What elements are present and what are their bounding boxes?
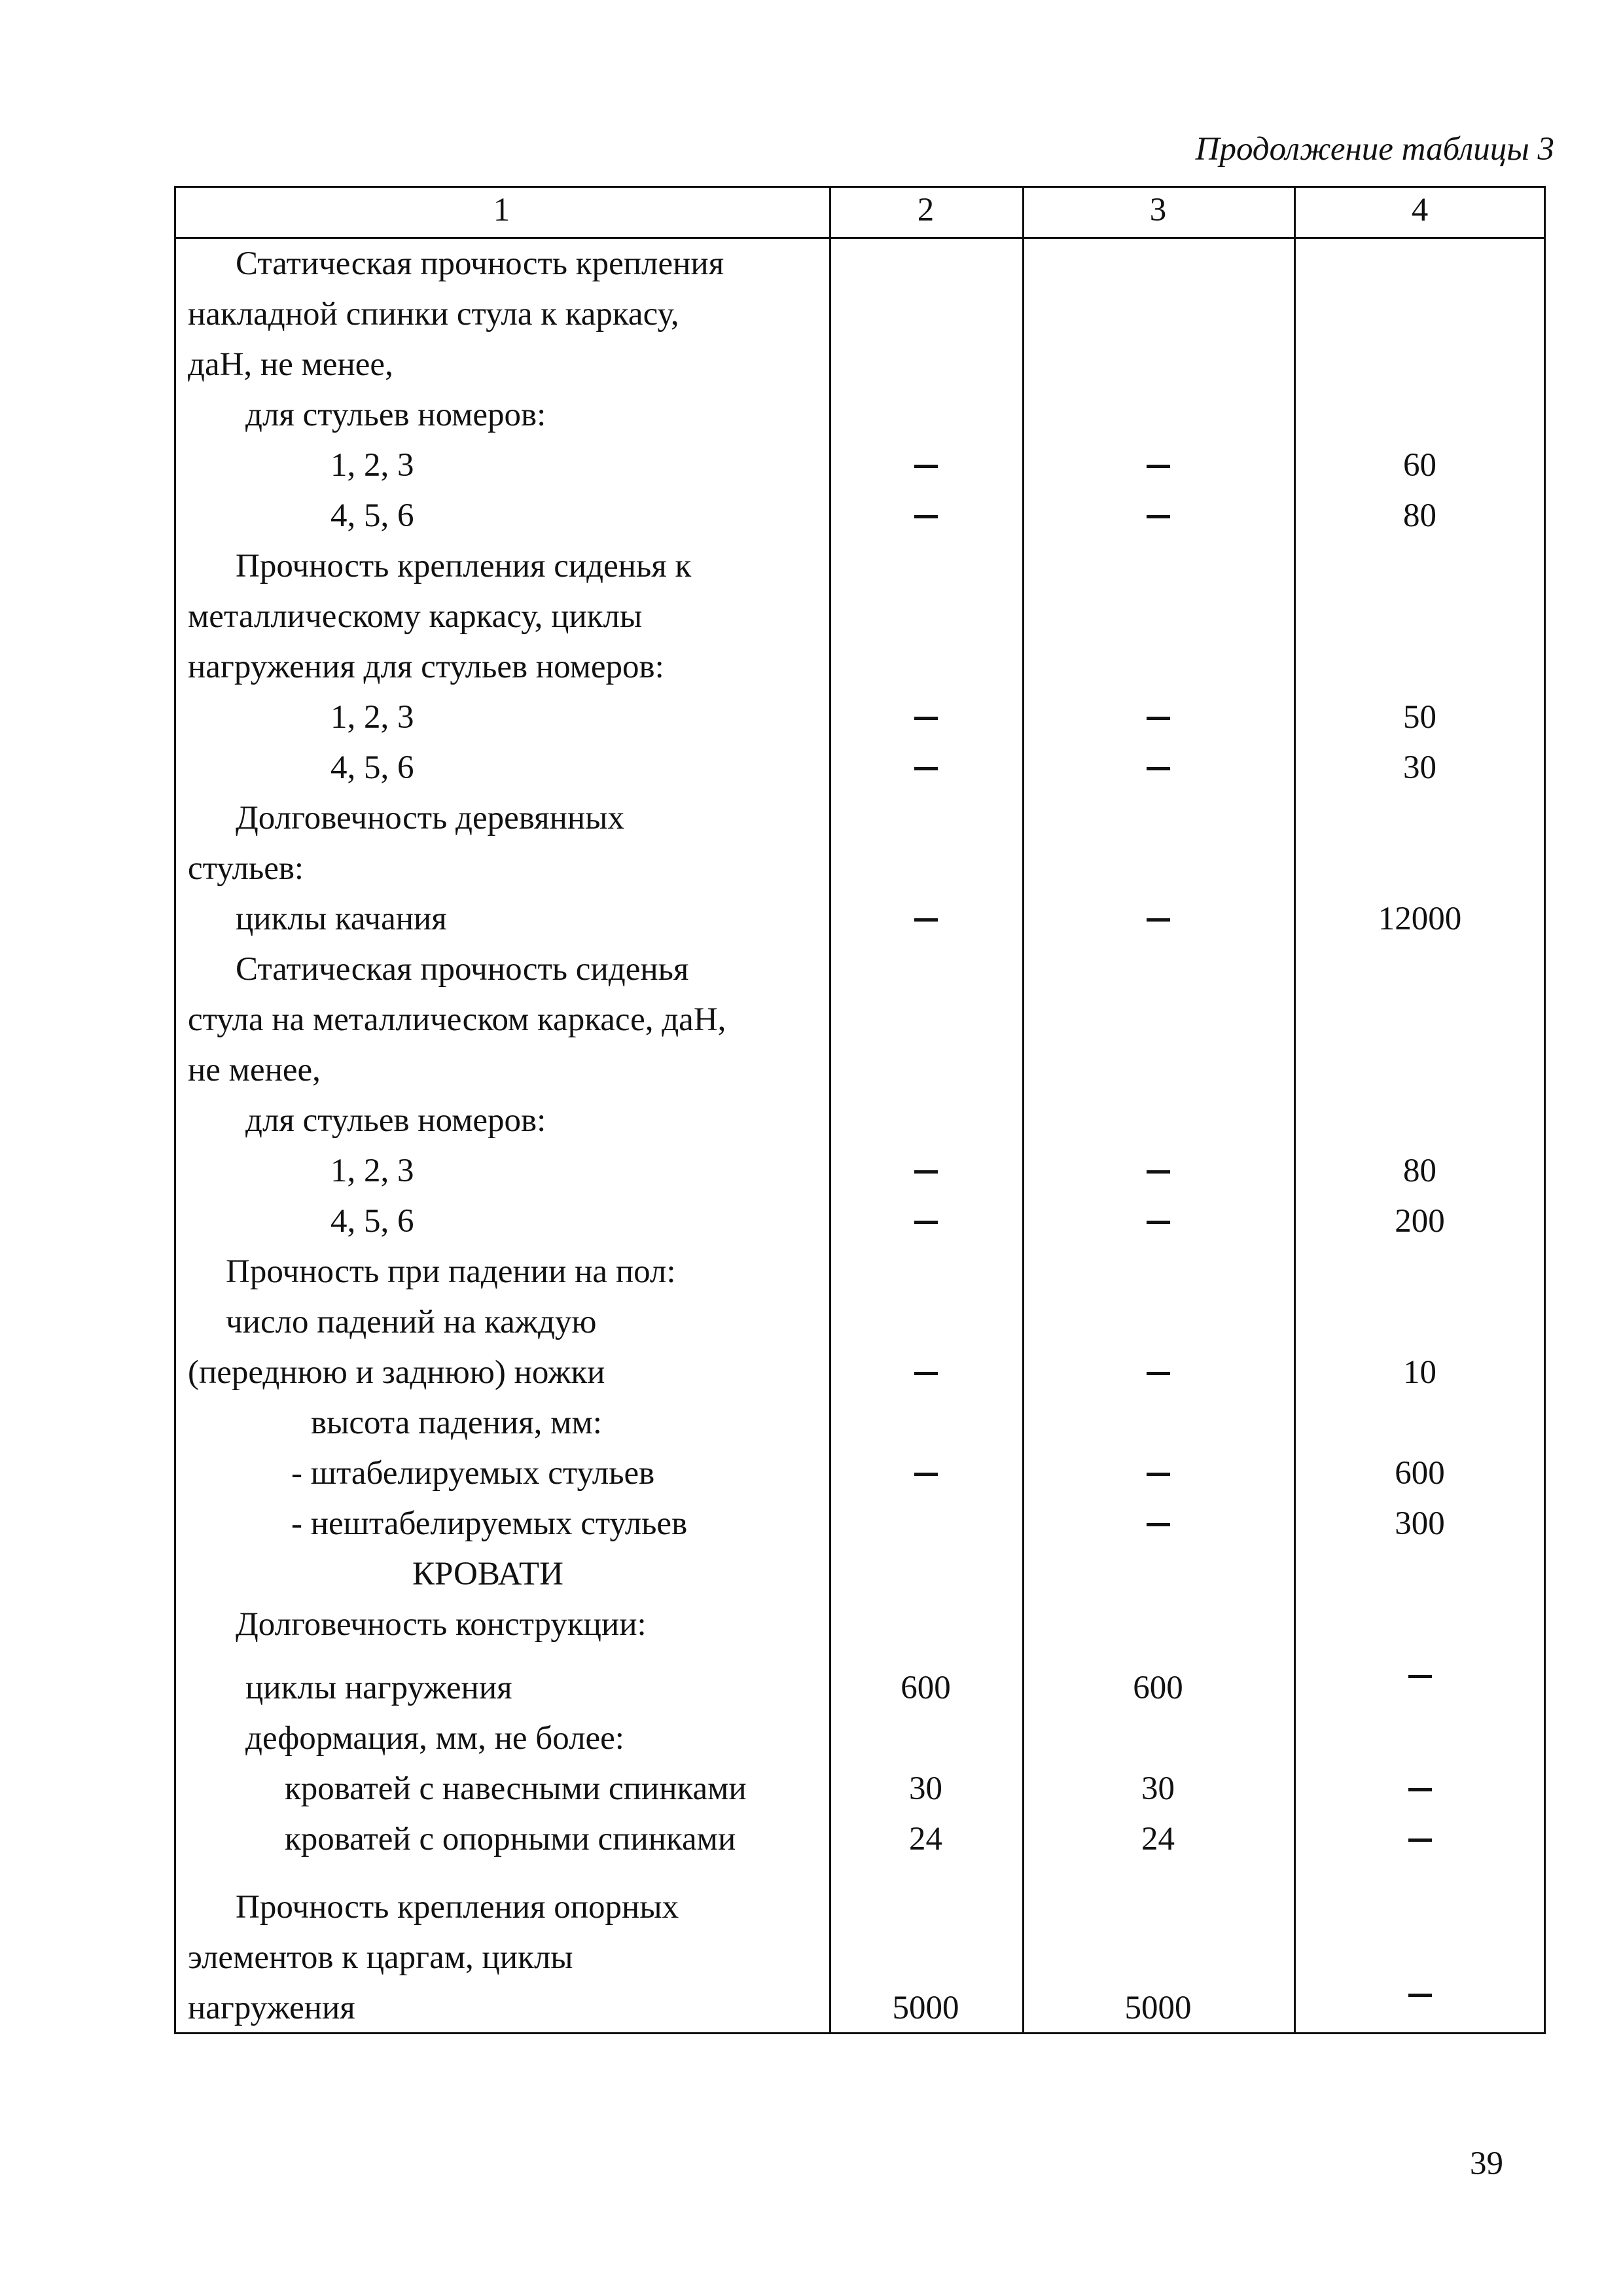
column-divider (1022, 186, 1024, 2034)
cell-value: 50 (1403, 699, 1436, 736)
row-label: высота падения, мм: (311, 1405, 602, 1441)
page-number: 39 (1470, 2145, 1503, 2182)
row-label: Статическая прочность сиденья (236, 951, 689, 988)
cell-value: 300 (1395, 1505, 1445, 1542)
row-label: не менее, (188, 1052, 321, 1088)
row-label: 1, 2, 3 (330, 447, 414, 484)
dash-mark (1147, 1170, 1170, 1174)
cell-value: 600 (1395, 1455, 1445, 1492)
dash-mark (1408, 1994, 1432, 1997)
row-label: циклы нагружения (245, 1670, 512, 1706)
row-label: кроватей с опорными спинками (285, 1821, 736, 1857)
cell-value: 24 (909, 1821, 942, 1857)
row-label: стула на металлическом каркасе, даН, (188, 1001, 726, 1038)
row-label: Прочность при падении на пол: (226, 1253, 676, 1290)
cell-value: 5000 (892, 1990, 959, 2026)
row-label: Долговечность конструкции: (236, 1606, 647, 1643)
dash-mark (1147, 1473, 1170, 1476)
cell-value: 30 (909, 1770, 942, 1807)
dash-mark (914, 767, 938, 770)
dash-mark (914, 717, 938, 720)
row-label: 4, 5, 6 (330, 1203, 414, 1240)
row-label: кроватей с навесными спинками (285, 1770, 747, 1807)
column-header-3: 3 (1149, 192, 1167, 228)
dash-mark (1147, 515, 1170, 518)
dash-mark (1147, 465, 1170, 468)
dash-mark (914, 918, 938, 922)
dash-mark (1147, 717, 1170, 720)
column-header-2: 2 (917, 192, 935, 228)
row-label: элементов к царгам, циклы (188, 1939, 573, 1976)
row-label: КРОВАТИ (412, 1556, 563, 1592)
dash-mark (1408, 1675, 1432, 1678)
column-divider (829, 186, 831, 2034)
row-label: для стульев номеров: (245, 397, 546, 433)
row-label: 4, 5, 6 (330, 497, 414, 534)
column-header-4: 4 (1411, 192, 1429, 228)
row-label: нагружения (188, 1990, 355, 2026)
dash-mark (914, 465, 938, 468)
cell-value: 80 (1403, 497, 1436, 534)
row-label: металлическому каркасу, циклы (188, 598, 643, 635)
table-continuation-caption: Продолжение таблицы 3 (1195, 131, 1554, 168)
dash-mark (1147, 1372, 1170, 1375)
row-label: для стульев номеров: (245, 1102, 546, 1139)
dash-mark (914, 1473, 938, 1476)
dash-mark (914, 515, 938, 518)
row-label: 4, 5, 6 (330, 749, 414, 786)
cell-value: 600 (901, 1670, 951, 1706)
cell-value: 80 (1403, 1153, 1436, 1189)
row-label: Прочность крепления сиденья к (236, 548, 692, 584)
cell-value: 30 (1141, 1770, 1175, 1807)
row-label: циклы качания (236, 901, 447, 937)
row-label: деформация, мм, не более: (245, 1720, 624, 1757)
column-header-1: 1 (493, 192, 510, 228)
dash-mark (1147, 1523, 1170, 1526)
row-label: 1, 2, 3 (330, 1153, 414, 1189)
row-label: (переднюю и заднюю) ножки (188, 1354, 605, 1391)
row-label: 1, 2, 3 (330, 699, 414, 736)
row-label: стульев: (188, 850, 304, 887)
dash-mark (1147, 918, 1170, 922)
row-label: - нештабелируемых стульев (291, 1505, 688, 1542)
header-divider (174, 237, 1546, 239)
dash-mark (1408, 1839, 1432, 1842)
cell-value: 24 (1141, 1821, 1175, 1857)
row-label: Статическая прочность крепления (236, 245, 724, 282)
row-label: накладной спинки стула к каркасу, (188, 296, 679, 332)
row-label: число падений на каждую (226, 1304, 597, 1340)
cell-value: 12000 (1378, 901, 1462, 937)
dash-mark (1408, 1788, 1432, 1791)
row-label: даН, не менее, (188, 346, 393, 383)
cell-value: 600 (1133, 1670, 1183, 1706)
cell-value: 200 (1395, 1203, 1445, 1240)
dash-mark (914, 1372, 938, 1375)
dash-mark (1147, 1221, 1170, 1224)
dash-mark (914, 1170, 938, 1174)
cell-value: 10 (1403, 1354, 1436, 1391)
row-label: нагружения для стульев номеров: (188, 649, 664, 685)
cell-value: 60 (1403, 447, 1436, 484)
row-label: Долговечность деревянных (236, 800, 624, 836)
dash-mark (914, 1221, 938, 1224)
row-label: - штабелируемых стульев (291, 1455, 655, 1492)
cell-value: 30 (1403, 749, 1436, 786)
dash-mark (1147, 767, 1170, 770)
row-label: Прочность крепления опорных (236, 1889, 679, 1926)
cell-value: 5000 (1124, 1990, 1192, 2026)
